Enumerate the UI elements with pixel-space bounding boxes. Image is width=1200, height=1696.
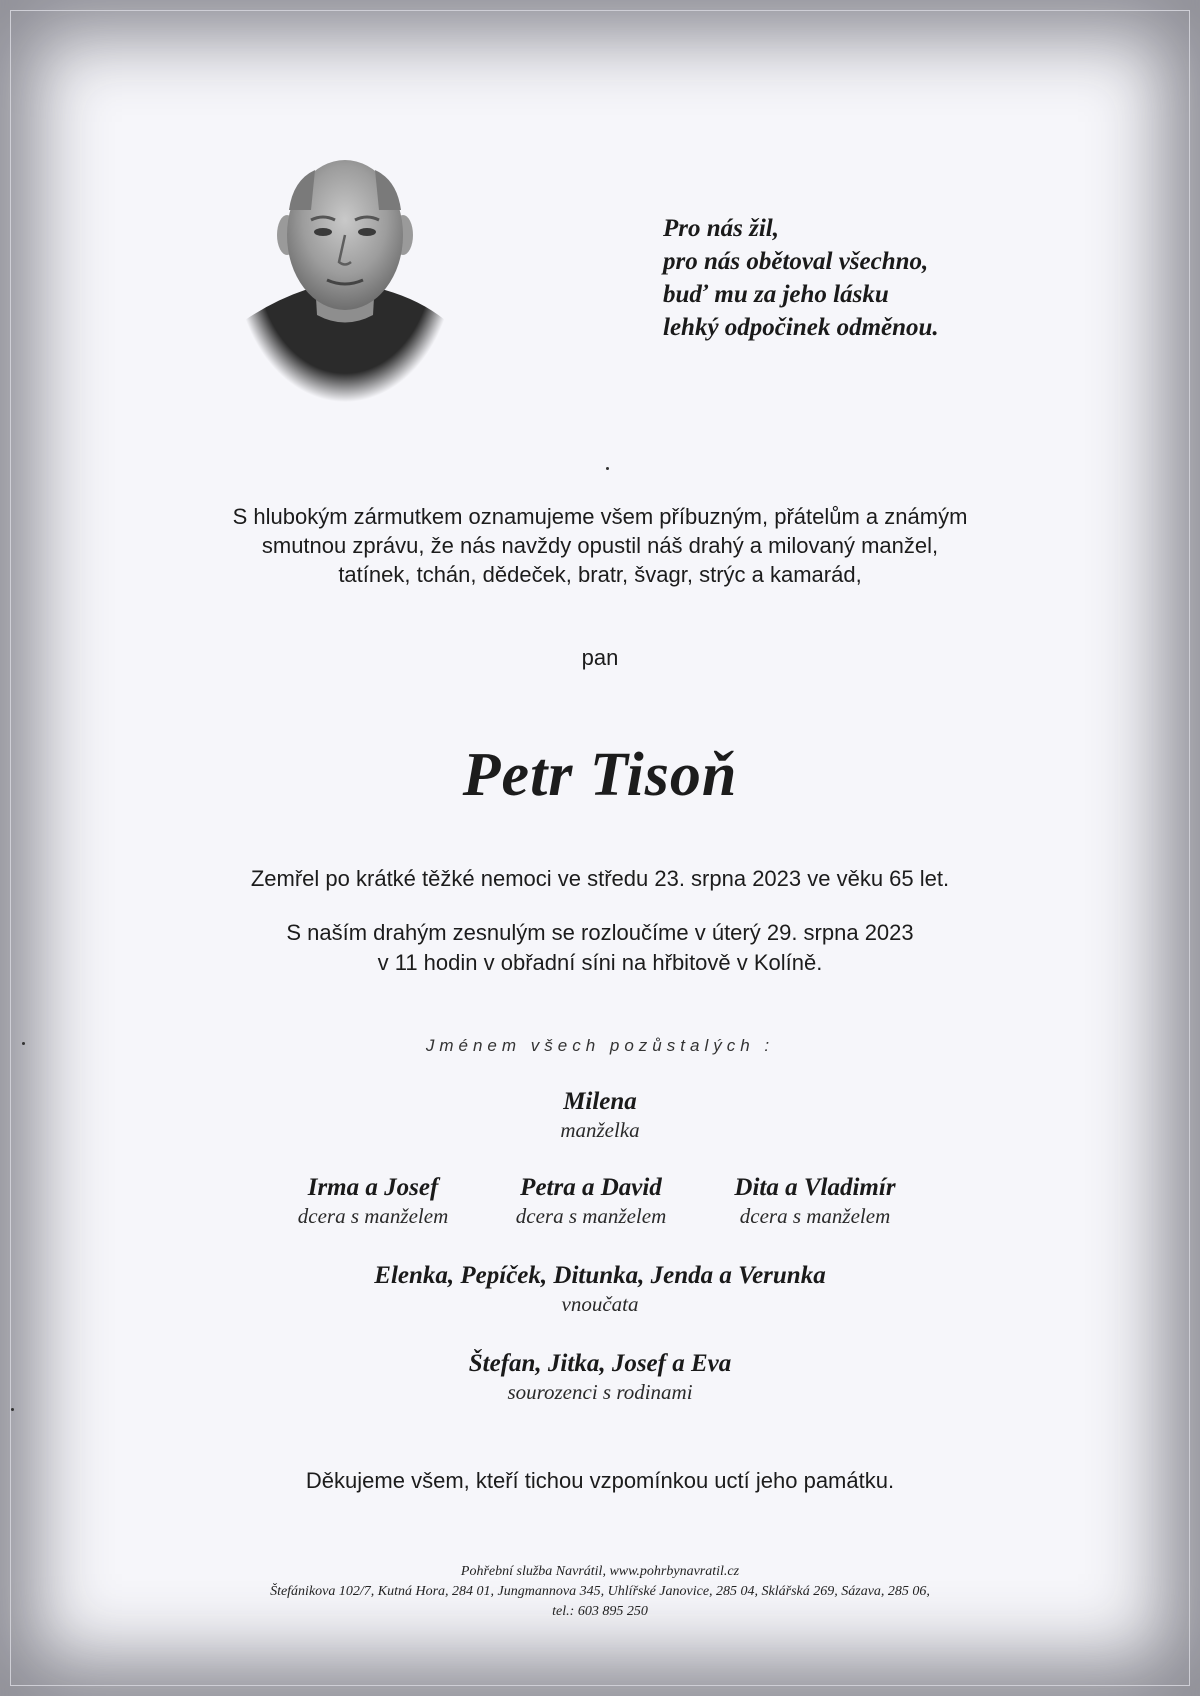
mourner-name: Štefan, Jitka, Josef a Eva (468, 1350, 732, 1377)
announcement-line: smutnou zprávu, že nás navždy opustil náš drahý a milovaný manžel, (261, 533, 939, 558)
mourner-child (695, 1174, 935, 1229)
mourner-name: Dita a Vladimír (734, 1174, 896, 1201)
funeral-info (0, 918, 1200, 978)
mourner-name: Irma a Josef (307, 1174, 439, 1201)
scan-speck (22, 1042, 25, 1045)
announcement (0, 502, 1200, 589)
mourner-relation: dcera s manželem (515, 1204, 667, 1228)
mourner-grandchildren (0, 1262, 1200, 1317)
death-text: Zemřel po krátké těžké nemoci ve středu 23. srpna 2023 ve věku 65 let. (250, 866, 950, 891)
verse (663, 212, 939, 344)
verse-line: buď mu za jeho lásku (663, 281, 889, 308)
portrait-photo (245, 140, 445, 402)
funeral-line: S naším drahým zesnulým se rozloučíme v úterý 29. srpna 2023 (286, 920, 914, 945)
mourner-siblings (0, 1350, 1200, 1405)
mourner-name: Milena (563, 1088, 637, 1115)
verse-line: Pro nás žil, (663, 215, 780, 242)
mourner-child (253, 1174, 493, 1229)
mourner-relation: manželka (560, 1118, 640, 1142)
mourner-relation: dcera s manželem (297, 1204, 449, 1228)
scan-speck (11, 1408, 14, 1411)
verse-line: lehký odpočinek odměnou. (663, 314, 939, 341)
verse-line: pro nás obětoval všechno, (663, 248, 929, 275)
mourner-name: Petra a David (520, 1174, 662, 1201)
deceased-name: Petr Tisoň (462, 741, 738, 809)
mourner-child (471, 1174, 711, 1229)
thanks-text: Děkujeme všem, kteří tichou vzpomínkou uctí jeho památku. (305, 1468, 895, 1493)
page-border (10, 10, 1190, 1686)
announcement-line: S hlubokým zármutkem oznamujeme všem příbuzným, přátelům a známým (232, 504, 968, 529)
footer-line: Štefánikova 102/7, Kutná Hora, 284 01, Jungmannova 345, Uhlířské Janovice, 285 04, Sklářská 269, Sázava, 285 06, (270, 1584, 930, 1599)
mourner-name: Elenka, Pepíček, Ditunka, Jenda a Verunka (374, 1262, 826, 1289)
funeral-line: v 11 hodin v obřadní síni na hřbitově v Kolíně. (377, 950, 823, 975)
footer-line: tel.: 603 895 250 (552, 1604, 648, 1619)
mourner-wife (0, 1088, 1200, 1143)
mourner-relation: sourozenci s rodinami (507, 1380, 693, 1404)
scan-speck (606, 467, 609, 470)
funeral-service-footer (0, 1562, 1200, 1622)
salutation: pan (581, 645, 619, 670)
behalf-label: Jménem všech pozůstalých : (425, 1036, 775, 1055)
footer-line: Pohřební služba Navrátil, www.pohrbynavratil.cz (460, 1564, 740, 1579)
announcement-line: tatínek, tchán, dědeček, bratr, švagr, strýc a kamarád, (338, 562, 862, 587)
mourner-relation: dcera s manželem (739, 1204, 891, 1228)
mourner-relation: vnoučata (561, 1292, 639, 1316)
